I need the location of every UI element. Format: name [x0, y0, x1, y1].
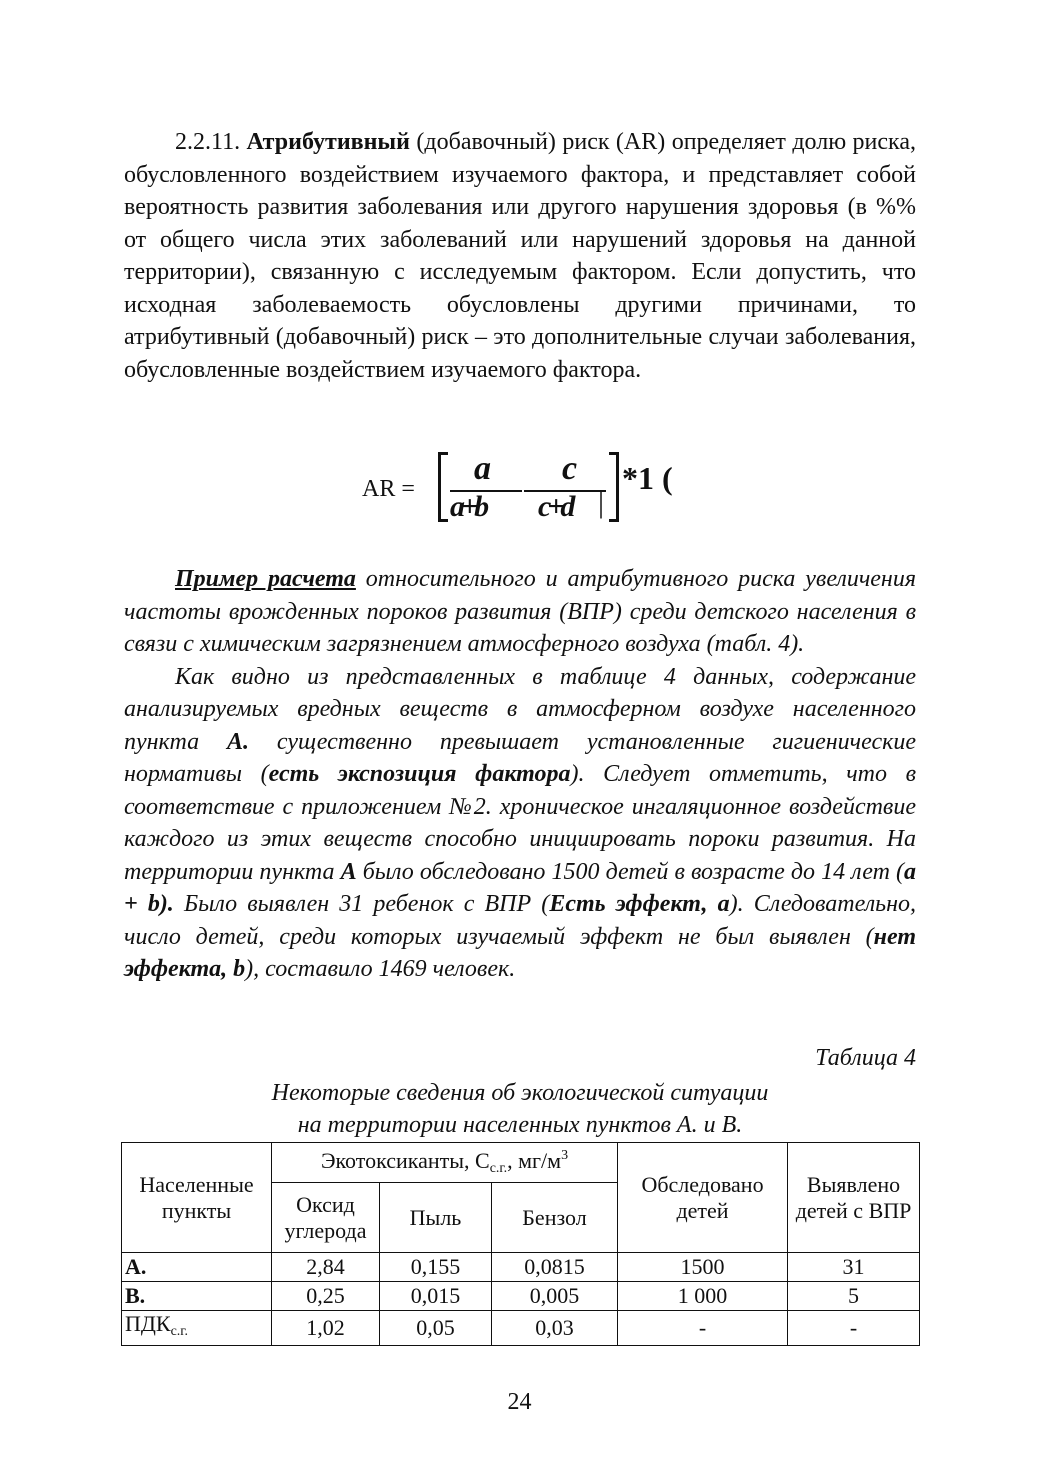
header-benzene: Бензол [492, 1183, 618, 1253]
row-label-sub: с.г. [170, 1324, 188, 1339]
formula-denominator-ab: a+b [450, 490, 486, 523]
page-number: 24 [507, 1389, 532, 1415]
text-run: ), составило 1469 человек. [245, 956, 516, 982]
cell-benzene: 0,0815 [492, 1253, 618, 1282]
formula-ar [362, 450, 692, 530]
text-bold: нет эффекта, b [124, 923, 916, 982]
table-title-line-2: на территории населенных пунктов А. и В. [297, 1112, 743, 1138]
formula-numerator-c: c [562, 450, 578, 487]
paragraph-body: (добавочный) риск (AR) определяет долю риска, обусловленного воздействием изучаемого фактора, и представляет собой вероятность развития заболевания или другого нарушения здоровья (в %% от общего числа этих заболеваний или нарушений здоровья на данной территории), связанную с исследуемым фактором. Если допустить, что исходная заболеваемость обусловлены другими причинами, то атрибутивный (добавочный) риск – это дополнительные случаи заболевания, обусловленные воздействием изучаемого фактора. [124, 129, 916, 383]
ecology-table [121, 1142, 920, 1346]
row-label-text: ПДК [125, 1311, 171, 1336]
text-bold: А. [226, 728, 249, 755]
formula-denominator-cd: c+d [538, 490, 572, 523]
table-caption: Таблица 4 [815, 1045, 916, 1071]
text-run: было обследовано 1500 детей в возрасте до 14 лет ( [356, 858, 904, 885]
paragraph-example [124, 563, 916, 986]
text-run: Было выявлен 31 ребенок с ВПР ( [173, 891, 550, 917]
cell-examined: - [618, 1311, 788, 1346]
formula-left-bracket [438, 452, 448, 522]
term-attributive: Атрибутивный [246, 129, 410, 155]
cell-detected: 31 [788, 1253, 920, 1282]
header-settlements: Населенные пункты [122, 1143, 272, 1253]
cell-examined: 1500 [618, 1253, 788, 1282]
text-run: Как видно из представленных в таблице 4 данных, содержание анализируемых вредных веществ в атмосферном воздухе населенного пункта [124, 663, 916, 755]
header-toxicants-unit: , мг/м [507, 1148, 562, 1173]
cell-co: 2,84 [272, 1253, 380, 1282]
table-title-line-1: Некоторые сведения об экологической ситуации [271, 1080, 769, 1106]
cell-examined: 1 000 [618, 1282, 788, 1311]
cell-detected: 5 [788, 1282, 920, 1311]
text-bold: a + b). [124, 858, 916, 917]
cell-co: 0,25 [272, 1282, 380, 1311]
formula-multiplier: *1 ( [622, 460, 673, 496]
cell-benzene: 0,03 [492, 1311, 618, 1346]
text-run: существенно превышает установленные гигиенические нормативы ( [124, 728, 916, 787]
formula-lhs: AR = [362, 476, 415, 502]
text-run: ). Следовательно, число детей, среди которых изучаемый эффект не был выявлен ( [124, 891, 916, 950]
formula-bar: | [598, 486, 605, 519]
table-row [122, 1282, 920, 1311]
text-run: ). Следует отметить, что в соответствие с приложением №2. хроническое ингаляционное воздействие каждого из этих веществ способно инициировать пороки развития. На территории пункта [124, 761, 916, 885]
section-number: 2.2.11. [175, 129, 241, 155]
example-lead: Пример расчета [175, 566, 356, 592]
paragraph-attributive-risk [124, 126, 916, 386]
text-bold: А [340, 858, 357, 885]
table-title [124, 1077, 916, 1141]
header-examined: Обследовано детей [618, 1143, 788, 1253]
header-toxicants-sup: 3 [561, 1148, 569, 1163]
header-co: Оксид углерода [272, 1183, 380, 1253]
text-bold: Есть эффект, а [549, 891, 730, 917]
formula-right-bracket [609, 452, 619, 522]
table-row [122, 1311, 920, 1346]
header-toxicants-sub: с.г. [489, 1161, 508, 1176]
header-dust: Пыль [380, 1183, 492, 1253]
header-detected: Выявлено детей с ВПР [788, 1143, 920, 1253]
cell-co: 1,02 [272, 1311, 380, 1346]
cell-detected: - [788, 1311, 920, 1346]
example-lead-rest: относительного и атрибутивного риска увеличения частоты врожденных пороков развития (ВПР) среди детского населения в связи с химическим загрязнением атмосферного воздуха (табл. 4). [124, 566, 916, 657]
row-label: А. [122, 1253, 272, 1282]
row-label [122, 1311, 272, 1346]
table-header-row-1 [122, 1143, 920, 1183]
example-body [124, 661, 916, 986]
header-toxicants [272, 1143, 618, 1183]
row-label: В. [122, 1282, 272, 1311]
cell-benzene: 0,005 [492, 1282, 618, 1311]
cell-dust: 0,05 [380, 1311, 492, 1346]
text-bold: есть экспозиция фактора [268, 761, 571, 787]
table-row [122, 1253, 920, 1282]
header-toxicants-text: Экотоксиканты, С [320, 1148, 490, 1173]
formula-numerator-a: a [474, 450, 491, 487]
cell-dust: 0,155 [380, 1253, 492, 1282]
example-intro [124, 563, 916, 661]
paragraph-text [124, 126, 916, 386]
cell-dust: 0,015 [380, 1282, 492, 1311]
